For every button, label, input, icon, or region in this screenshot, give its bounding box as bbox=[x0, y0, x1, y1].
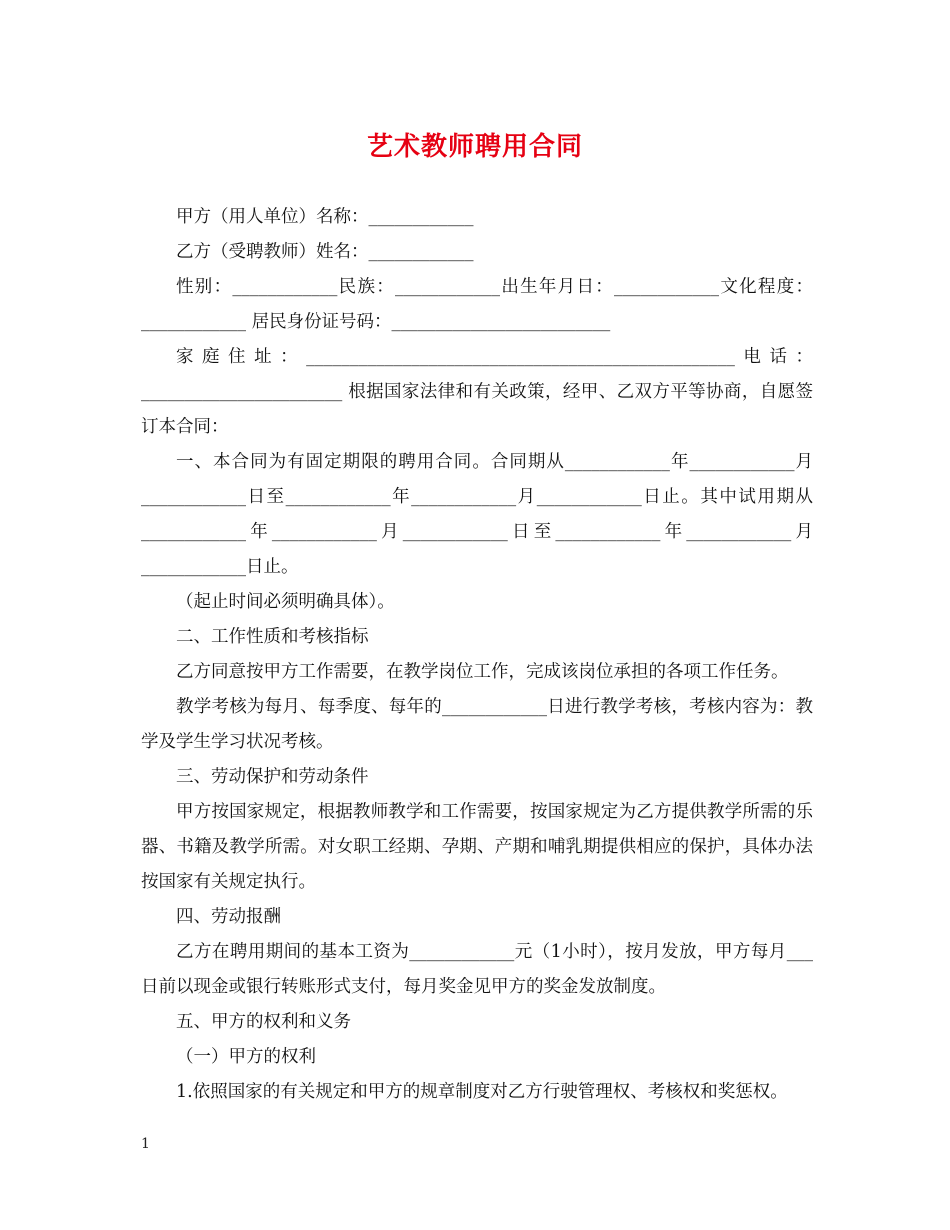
page-number: 1 bbox=[141, 1136, 150, 1152]
paragraph: 五、甲方的权利和义务 bbox=[176, 1012, 351, 1032]
paragraph: 教学考核为每月、每季度、每年的____________日进行教学考核，考核内容为：教学及学生学习状况考核。 bbox=[141, 697, 813, 752]
paragraph: （起止时间必须明确具体）。 bbox=[176, 592, 395, 612]
paragraph: 三、劳动保护和劳动条件 bbox=[176, 767, 369, 787]
paragraph: 乙方同意按甲方工作需要，在教学岗位工作，完成该岗位承担的各项工作任务。 bbox=[176, 662, 789, 682]
paragraph: 乙方（受聘教师）姓名：____________ bbox=[176, 242, 474, 262]
paragraph: 性别：____________民族：____________出生年月日：____________文化程度：____________ 居民身份证号码：_________________________ bbox=[141, 277, 813, 332]
paragraph: 乙方在聘用期间的基本工资为____________元（1小时），按月发放，甲方每月___日前以现金或银行转账形式支付，每月奖金见甲方的奖金发放制度。 bbox=[141, 942, 813, 997]
paragraph: 1.依照国家的有关规定和甲方的规章制度对乙方行驶管理权、考核权和奖惩权。 bbox=[176, 1082, 788, 1102]
paragraph: 家庭住址：_________________________________________________电话：_______________________ 根据国家法律和有关政策，经甲、乙双方平等协商，自愿签订本合同： bbox=[141, 347, 813, 437]
document-title: 艺术教师聘用合同 bbox=[366, 132, 583, 162]
paragraph: 四、劳动报酬 bbox=[176, 907, 281, 927]
document-body bbox=[141, 200, 813, 1110]
paragraph: 一、本合同为有固定期限的聘用合同。合同期从____________年____________月____________日至____________年____________月____________日止。其中试用期从____________年____________月____________日至____________年____________月____________日止。 bbox=[141, 452, 813, 577]
paragraph: （一）甲方的权利 bbox=[176, 1047, 316, 1067]
paragraph: 二、工作性质和考核指标 bbox=[176, 627, 369, 647]
paragraph: 甲方按国家规定，根据教师教学和工作需要，按国家规定为乙方提供教学所需的乐器、书籍及教学所需。对女职工经期、孕期、产期和哺乳期提供相应的保护，具体办法按国家有关规定执行。 bbox=[141, 802, 813, 892]
paragraph: 甲方（用人单位）名称：____________ bbox=[176, 207, 474, 227]
